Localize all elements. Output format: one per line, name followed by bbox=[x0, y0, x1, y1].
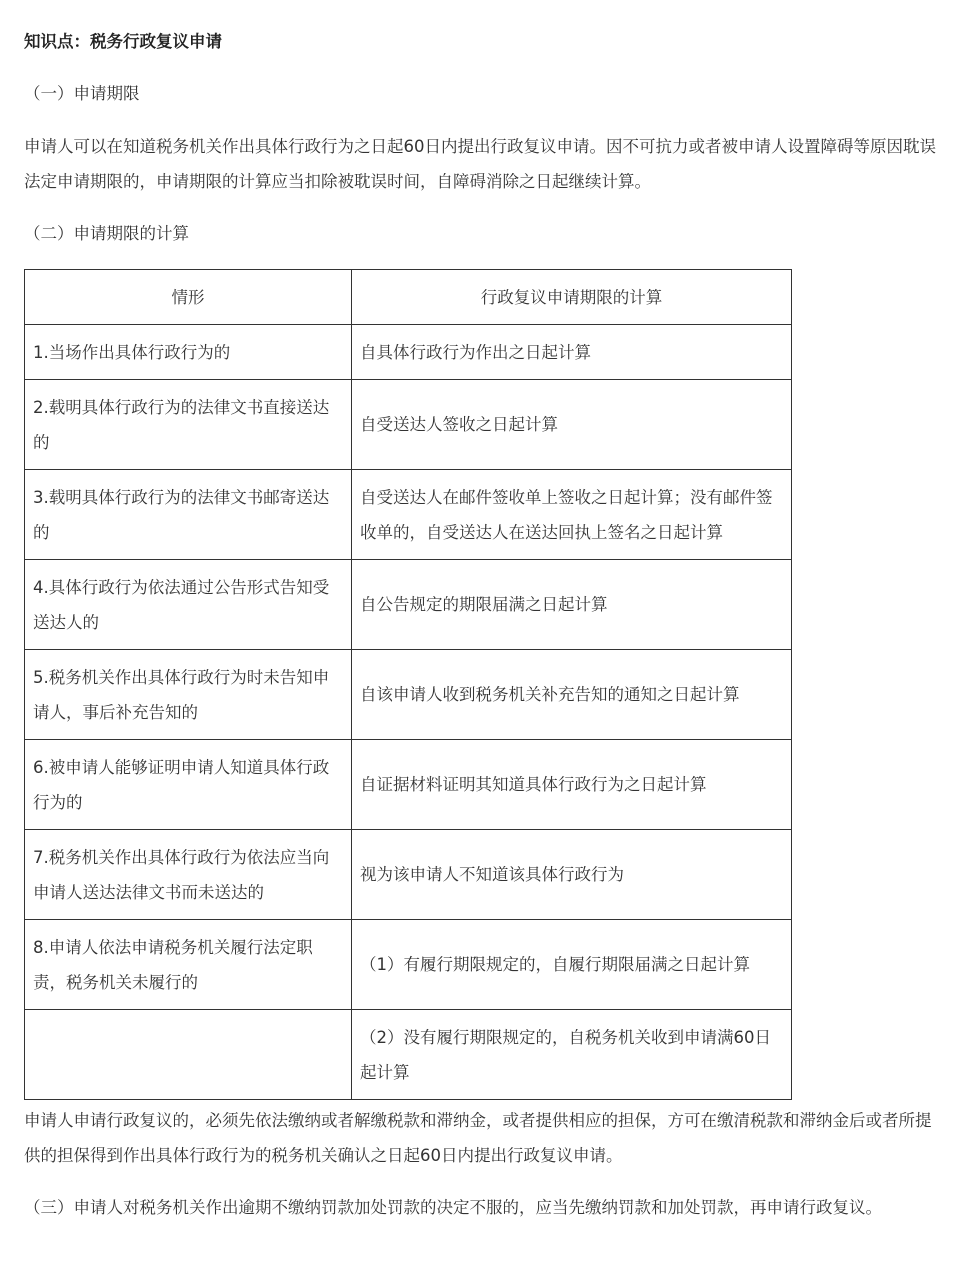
deadline-table bbox=[24, 269, 792, 1100]
table-cell: 视为该申请人不知道该具体行政行为 bbox=[352, 830, 792, 920]
table-row bbox=[25, 920, 792, 1010]
table-header: 情形 bbox=[25, 270, 352, 325]
table-row bbox=[25, 470, 792, 560]
table-cell: 自受送达人在邮件签收单上签收之日起计算；没有邮件签收单的，自受送达人在送达回执上签名之日起计算 bbox=[352, 470, 792, 560]
table-row bbox=[25, 740, 792, 830]
table-cell: 自公告规定的期限届满之日起计算 bbox=[352, 560, 792, 650]
table-row bbox=[25, 560, 792, 650]
table-cell: 8.申请人依法申请税务机关履行法定职责，税务机关未履行的 bbox=[25, 920, 352, 1010]
table-cell: 3.载明具体行政行为的法律文书邮寄送达的 bbox=[25, 470, 352, 560]
table-cell: 6.被申请人能够证明申请人知道具体行政行为的 bbox=[25, 740, 352, 830]
table-cell: （1）有履行期限规定的，自履行期限届满之日起计算 bbox=[352, 920, 792, 1010]
table-cell: 1.当场作出具体行政行为的 bbox=[25, 325, 352, 380]
table-cell: 4.具体行政行为依法通过公告形式告知受送达人的 bbox=[25, 560, 352, 650]
table-cell: 5.税务机关作出具体行政行为时未告知申请人，事后补充告知的 bbox=[25, 650, 352, 740]
table-cell: 自该申请人收到税务机关补充告知的通知之日起计算 bbox=[352, 650, 792, 740]
table-cell: （2）没有履行期限规定的，自税务机关收到申请满60日起计算 bbox=[352, 1010, 792, 1100]
table-row bbox=[25, 830, 792, 920]
section2-note: 申请人申请行政复议的，必须先依法缴纳或者解缴税款和滞纳金，或者提供相应的担保，方可在缴清税款和滞纳金后或者所提供的担保得到作出具体行政行为的税务机关确认之日起60日内提出行政复议申请。 bbox=[24, 1111, 932, 1165]
table-header-row bbox=[25, 270, 792, 325]
section2-heading: （二）申请期限的计算 bbox=[24, 224, 189, 243]
table-cell: 2.载明具体行政行为的法律文书直接送达的 bbox=[25, 380, 352, 470]
section1-text: 申请人可以在知道税务机关作出具体行政行为之日起60日内提出行政复议申请。因不可抗力或者被申请人设置障碍等原因耽误法定申请期限的，申请期限的计算应当扣除被耽误时间，自障碍消除之日起继续计算。 bbox=[24, 137, 936, 191]
table-cell: 7.税务机关作出具体行政行为依法应当向申请人送达法律文书而未送达的 bbox=[25, 830, 352, 920]
page-title: 知识点：税务行政复议申请 bbox=[24, 32, 222, 51]
table-cell: 自受送达人签收之日起计算 bbox=[352, 380, 792, 470]
table-header: 行政复议申请期限的计算 bbox=[352, 270, 792, 325]
section3-text: （三）申请人对税务机关作出逾期不缴纳罚款加处罚款的决定不服的，应当先缴纳罚款和加处罚款，再申请行政复议。 bbox=[24, 1198, 882, 1217]
table-row bbox=[25, 380, 792, 470]
table-cell: 自具体行政行为作出之日起计算 bbox=[352, 325, 792, 380]
table-row bbox=[25, 1010, 792, 1100]
table-row bbox=[25, 650, 792, 740]
section1-heading: （一）申请期限 bbox=[24, 84, 140, 103]
table-cell bbox=[25, 1010, 352, 1100]
table-cell: 自证据材料证明其知道具体行政行为之日起计算 bbox=[352, 740, 792, 830]
table-row bbox=[25, 325, 792, 380]
